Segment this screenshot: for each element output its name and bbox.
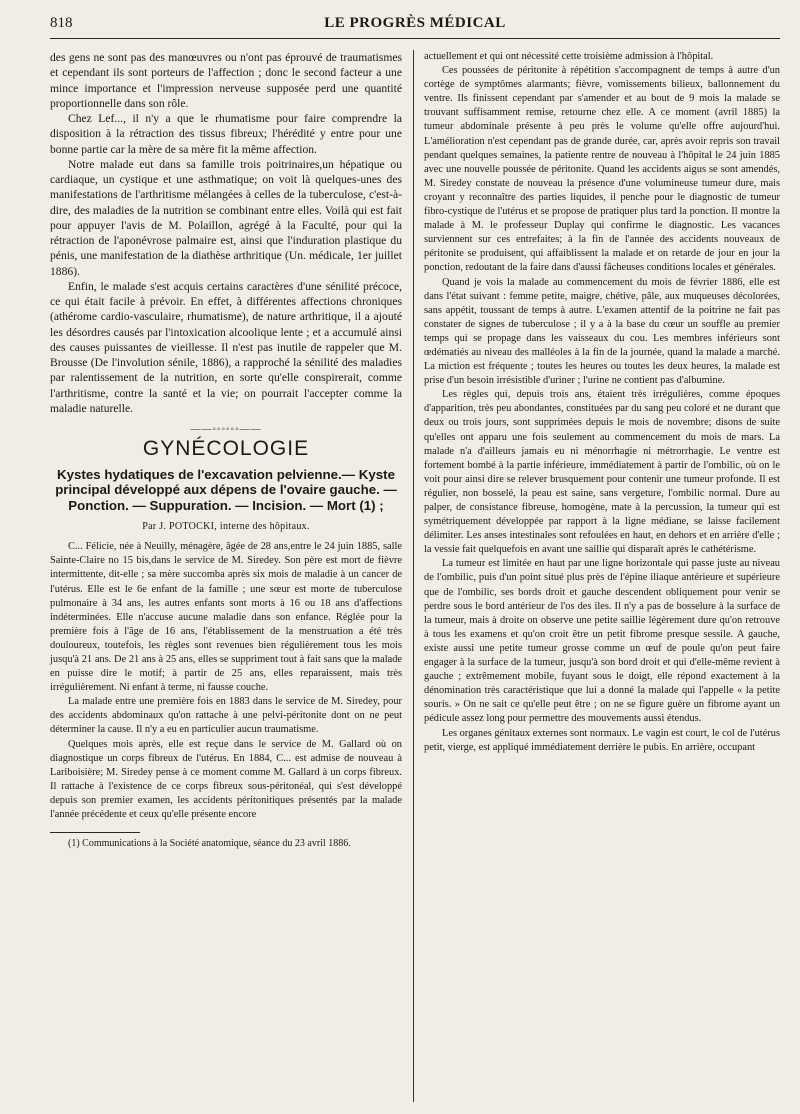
footnote-rule — [50, 832, 140, 833]
paragraph: La malade entre une première fois en 1883 dans le service de M. Siredey, pour des accidents abdominaux qu'on rattache à une pelvi-péritonite dont on ne peut déterminer la cause. Il n'y a eu en particulier aucun traumatisme. — [50, 696, 402, 736]
footnote: (1) Communications à la Société anatomique, séance du 23 avril 1886. — [68, 838, 351, 850]
byline: Par J. POTOCKI, interne des hôpitaux. — [142, 521, 310, 532]
left-column — [50, 50, 402, 850]
paragraph: Enfin, le malade s'est acquis certains caractères d'une sénilité précoce, ce qui était facile à prévoir. En effet, à différentes affections chroniques (athérome cardio-vasculaire, rhumatisme), de nature arthritique, il a ajouté les désordres causés par l'intoxication alcoolique lente ; et a accumulé ainsi des causes puissantes de vieillesse. Il n'est pas inutile de rappeler que M. Brousse (De l'involution sénile, 1886), a rapproché la sénilité des maladies par ralentissement de la nutrition, en sorte qu'elle conspirerait, comme l'arthritisme, contre la santé et la vie; on pourrait l'accepter comme la maladie naturelle. — [50, 279, 402, 415]
column-divider — [413, 50, 414, 1102]
paragraph: Ces poussées de péritonite à répétition s'accompagnent de temps à autre d'un cortège de symptômes alarmants; fièvre, vomissements bilieux, ballonnement du ventre. Ils finissent cependant par s'amender et au bout de 9 mois la malade se trouvant suffisamment remise, retourne chez elle. A ce moment (avril 1885) la tumeur abdominale présente à peu près le volume qu'elle offre aujourd'hui. L'amélioration n'est cependant pas de grande durée, car, après avoir repris son travail pendant quelques semaines, la patiente rentre de nouveau à l'hôpital le 24 juin 1885 avec une nouvelle poussée de péritonite. Quand les accidents aigus se sont amendés, M. Siredey constate de nouveau la présence d'une volumineuse tumeur dure, mais croyant y reconnaître des parties liquides, il penche pour le diagnostic de tumeur fibro-cystique de l'utérus et se propose de pratiquer plus tard la ponction. Il montre la malade à M. le professeur Duplay qui confirme le diagnostic. Les vacances surviennent sur ces entrefaites; à la fin de l'année des accidents nouveaux de péritonite se produisent, qui affaiblissent la malade et on retarde de jour en jour la ponction, redoutant de la faire dans d'aussi fâcheuses conditions locales et générales. — [424, 65, 780, 274]
article-title: Kystes hydatiques de l'excavation pelvienne.— Kyste principal développé aux dépens de l'ovaire gauche. — Ponction. — Suppuration. — Incision. — Mort (1) ; — [55, 466, 397, 513]
right-column — [424, 50, 780, 755]
paragraph: actuellement et qui ont nécessité cette troisième admission à l'hôpital. — [424, 51, 714, 62]
paragraph: Les organes génitaux externes sont normaux. Le vagin est court, le col de l'utérus petit, vierge, est appliqué immédiatement derrière le pubis. En arrière, occupant — [424, 727, 780, 753]
paragraph: des gens ne sont pas des manœuvres ou n'ont pas éprouvé de traumatismes et cependant ils sont porteurs de l'affection ; donc le second facteur a une mince importance et l'impression nerveuse supposée perd une quantité proportionnelle dans son rôle. — [50, 51, 402, 110]
paragraph: Notre malade eut dans sa famille trois poitrinaires,un hépatique ou cardiaque, un cystique et une asthmatique; on voit là quelques-unes des manifestations de l'arthritisme mélangées à celles de la tuberculose, c'est-à-dire, des maladies de la nutrition se combinant entre elles. Voilà qui est fait pour appuyer l'avis de M. Polaillon, agrégé à la Faculté, pour qui la rétraction de l'aponévrose palmaire est, ainsi que l'induration plastique du pénis, une manifestation de la diathèse arthritique (Un. médicale, 1er juillet 1886). — [50, 157, 402, 278]
journal-title: LE PROGRÈS MÉDICAL — [324, 15, 506, 31]
paragraph: Quand je vois la malade au commencement du mois de février 1886, elle est dans l'état suivant : femme petite, maigre, chétive, pâle, aux muqueuses décolorées, sans appétit, toussant de temps à autre. L'examen attentif de la poitrine ne fait pas constater de signes de tuberculose ; il y a à la base du cœur un souffle au premier temps qui se propage dans les vaisseaux du cou. Les membres inférieurs sont œdématiés au niveau des malléoles à la fin de la journée, quand la malade a marché. La miction est fréquente ; toutes les heures ou toutes les deux heures, la malade est prise d'un besoin irrésistible d'uriner ; l'urine ne contient pas d'albumine. — [424, 276, 780, 387]
paragraph: Les règles qui, depuis trois ans, étaient très irrégulières, comme époques d'apparition, très peu abondantes, constituées par du sang peu coloré et ne durant que deux ou trois jours, sont supprimées depuis le mois de novembre; disons de suite qu'elles ont apparu une fois seulement au commencement du mois de mars. La malade n'a d'ailleurs jamais eu ni ménorrhagie ni métrorrhagie. Le ventre est fortement bombé à la partie inférieure, immédiatement à partir de l'ombilic, où on le voit pour ainsi dire se relever brusquement pour contenir une tumeur profonde. Il est régulier, non bosselé, la peau est saine, sans vergeture, l'ombilic normal. Dure au palper, de consistance fibreuse, homogène, mate à la percussion, la tumeur qui est symétriquement développée par rapport à la ligne médiane, se laisse facilement délimiter. Les anses intestinales sont refoulées en haut, en dehors et en arrière d'elle ; la vessie fait quelquefois en avant une saillie qui disparaît après le cathétérisme. — [424, 389, 780, 556]
page-header — [50, 12, 780, 39]
paragraph: Quelques mois après, elle est reçue dans le service de M. Gallard où on diagnostique un corps fibreux de l'utérus. En 1884, C... est admise de nouveau à Lariboisière; M. Siredey pense à ce moment comme M. Gallard à un corps fibreux. Il rattache à l'existence de ce corps fibreux sous-péritonéal, qui s'est développé depuis son premier examen, les accidents péritonitiques présentés par la malade l'année précédente et ceux qu'elle présente encore — [50, 738, 402, 821]
paragraph: C... Félicie, née à Neuilly, ménagère, âgée de 28 ans,entre le 24 juin 1885, salle Sainte-Claire no 15 bis,dans le service de M. Siredey. Son père est mort de fièvre intermittente, dit-elle ; sa mère succomba après six mois de maladie à un cancer de l'utérus. Elle est le 6e enfant de la famille ; une sœur est morte de tuberculose pulmonaire à 34 ans, les autres enfants sont morts à 16 ou 18 ans d'affections indéterminées. Elle n'accuse aucune maladie dans son enfance. Réglée pour la première fois à l'âge de 16 ans, l'établissement de la menstruation a été très douloureux, toutefois, les règles sont revenues bien régulièrement tous les mois jusqu'à 21 ans. De 21 ans à 25 ans, elles se suppriment tout à fait sans que la malade en puisse dire le motif; à partir de 25 ans, elles reparaissent, mais très irrégulièrement. Ni enfant à terme, ni fausse couche. — [50, 541, 402, 694]
ornamental-divider: ——◦◦◦◦◦◦—— — [190, 424, 262, 435]
section-title: GYNÉCOLOGIE — [142, 437, 310, 461]
paragraph: Chez Lef..., il n'y a que le rhumatisme pour faire comprendre la disposition à la rétraction des tissus fibreux; l'hérédité y entre pour une bonne partie car la mère de sa mère fit la même affection. — [50, 112, 402, 156]
page-number: 818 — [50, 15, 73, 31]
paragraph: La tumeur est limitée en haut par une ligne horizontale qui passe juste au niveau de l'ombilic, puis d'un point situé plus près de l'épine iliaque antérieure et supérieure que de l'ombilic, ses bords droit et gauche descendent obliquement pour venir se perdre sous le bord antérieur de l'os des iles. Il n'y a pas de bosselure à la surface de la tumeur, mais à droite on observe une petite saillie légèrement dure qu'on retrouve à tous les examens et qu'on croit être un petit fibrome presque sessile. A gauche, existe aussi une petite tumeur grosse comme un œuf de poule qu'on peut faire engager à la surface de la tumeur, jusqu'à son bord droit et qui d'elle-même revient à gauche ; extrêmement mobile, fuyant sous le doigt, elle répond exactement à la dénomination très caractéristique que lui a donné la malade qui l'appelle « la petite souris. » On ne sait ce qu'elle peut être ; on ne se figure guère un fibrome ayant un pédicule assez long pour permettre des mouvements aussi étendus. — [424, 558, 780, 725]
